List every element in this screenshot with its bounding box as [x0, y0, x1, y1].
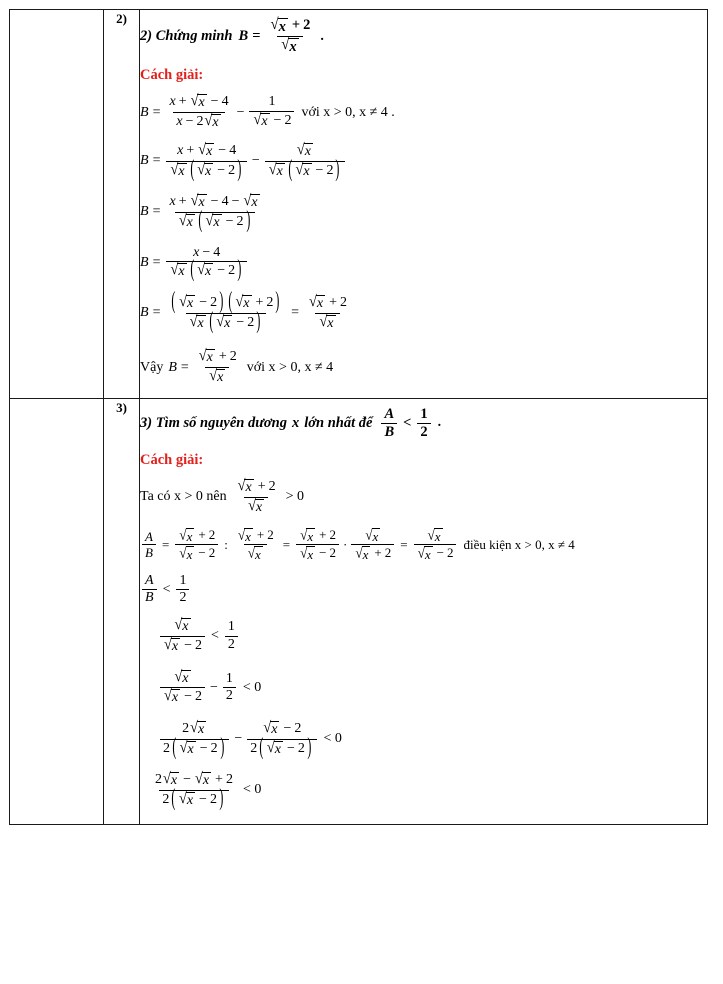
row-number-cell-2: [104, 10, 140, 399]
sqrt-icon: √ x: [235, 293, 250, 311]
step-2-6-equals: =: [180, 359, 189, 375]
solution-label-2: Cách giải:: [140, 67, 204, 84]
denominator: 2: [176, 589, 189, 606]
denominator: √ x − 2: [414, 544, 457, 562]
step-2-3: [140, 192, 707, 234]
question-heading-3-var: x: [291, 414, 300, 431]
step-2-1-condition: với x > 0, x ≠ 4 .: [301, 104, 395, 120]
step-2-1-equals: =: [152, 104, 161, 120]
sqrt-icon: √ x: [427, 525, 441, 544]
solution-table-frame: [9, 9, 704, 972]
denominator: [205, 367, 229, 386]
numerator: 1: [227, 619, 235, 635]
numerator: √ x + 2: [179, 525, 216, 544]
numerator: √ x + 2: [198, 347, 237, 366]
question-heading-3-prefix: 3) Tìm số nguyên dương: [140, 414, 287, 431]
numerator: [293, 143, 317, 161]
paren-group: ( √ x − 2 ): [259, 734, 312, 761]
sqrt-icon: √ x: [209, 367, 224, 385]
denominator: [175, 207, 255, 234]
heading-3-suffix: .: [437, 415, 442, 431]
numerator: A: [384, 405, 395, 422]
question-heading-2-prefix: 2) Chứng minh: [140, 28, 233, 45]
sqrt-icon: √ x: [190, 192, 205, 211]
sqrt-icon: √ x: [268, 160, 283, 179]
denominator: B: [142, 544, 156, 560]
numerator: [424, 525, 447, 545]
step-2-4-lhs: B: [140, 254, 149, 270]
heading-2-fraction: [266, 18, 313, 55]
step-3-5: [140, 667, 707, 706]
step-3-6-frac-1: [160, 719, 229, 761]
denominator: √ x + 2: [351, 544, 394, 562]
paren-group: ( √ x − 2 ): [189, 256, 242, 284]
numerator: √ x − 2: [263, 719, 302, 737]
step-3-7-tail: < 0: [242, 782, 262, 798]
step-2-2-minus: −: [251, 153, 260, 168]
step-2-6-condition: với x > 0, x ≠ 4: [246, 359, 334, 375]
heading-2-lhs: B: [238, 28, 249, 45]
denominator: x − 2 √ x: [173, 112, 224, 131]
step-3-1-frac: [234, 479, 279, 515]
denominator: 2: [225, 636, 238, 653]
heading-3-frac-ab: [381, 407, 397, 440]
denominator: [244, 544, 267, 562]
denominator: B: [381, 423, 397, 440]
numerator: √ x + 2: [309, 293, 347, 311]
numerator: [166, 288, 285, 315]
step-3-1: [140, 479, 707, 515]
sqrt-icon: √ x: [170, 160, 185, 179]
numerator: x + √ x − 4: [177, 141, 237, 159]
step-3-2-equals-3: =: [400, 536, 408, 552]
sqrt-icon: √ x: [178, 790, 194, 808]
sqrt-icon: √ x: [179, 293, 194, 311]
step-2-5-equals-2: =: [291, 305, 299, 321]
sqrt-icon: √ x: [163, 770, 178, 789]
paren-group: ( √ x − 2 ): [172, 734, 224, 761]
step-2-1-frac-2: [249, 95, 294, 129]
sqrt-icon: √ x: [237, 477, 252, 496]
step-3-2-condition: điều kiện x > 0, x ≠ 4: [463, 536, 575, 552]
step-3-6: [140, 719, 707, 761]
step-2-3-equals: =: [152, 204, 161, 220]
sqrt-icon: √ x: [198, 347, 213, 366]
denominator: √ x − 2: [160, 687, 205, 706]
step-3-1-prefix: Ta có x > 0 nên: [140, 489, 227, 505]
sqrt-icon: √ x: [179, 544, 193, 563]
step-2-5-frac-2: [305, 295, 350, 331]
sqrt-icon: √ x: [266, 738, 281, 757]
step-3-5-tail: < 0: [242, 679, 262, 695]
numerator: [170, 618, 194, 636]
step-2-1-minus: −: [236, 104, 245, 120]
step-3-5-frac-1: [160, 667, 205, 706]
left-blank-cell-row3: [10, 398, 104, 824]
step-2-6-lhs: B: [168, 359, 177, 375]
question-heading-3: [140, 407, 707, 440]
numerator: x − 4: [193, 244, 221, 260]
numerator: A: [145, 572, 154, 588]
paren-group: ( √ x − 2 ): [198, 207, 250, 234]
row-number-label-3: 3): [116, 399, 127, 415]
step-2-3-lhs: B: [140, 204, 149, 220]
heading-3-frac-half: [417, 407, 430, 440]
step-3-5-minus: −: [209, 679, 218, 695]
step-3-2-equals-2: =: [282, 536, 291, 552]
sqrt-icon: √ x: [190, 719, 205, 737]
step-3-5-frac-2: [223, 672, 236, 704]
sqrt-icon: √ x: [164, 636, 179, 654]
heading-2-numerator: √ x + 2: [270, 16, 311, 35]
step-2-2-equals: =: [152, 153, 161, 168]
numerator: 2 √ x − √ x + 2: [155, 770, 233, 789]
numerator: √ x + 2: [237, 525, 274, 544]
step-3-3-rel: <: [162, 581, 171, 597]
numerator: √ x + 2: [237, 477, 276, 496]
table-row: [10, 398, 708, 824]
numerator: [170, 667, 194, 688]
denominator: [315, 313, 339, 332]
numerator: 1: [268, 94, 276, 110]
denominator: √ x − 2: [175, 544, 218, 562]
solution-table: [9, 9, 708, 825]
step-2-3-frac: [166, 192, 263, 234]
sqrt-icon: √ x: [198, 141, 213, 159]
step-2-1-frac-1: [166, 94, 231, 130]
numerator: 1: [179, 572, 187, 588]
solution-label-3: Cách giải:: [140, 452, 204, 469]
sqrt-icon: √ x: [270, 16, 286, 35]
step-2-2-lhs: B: [140, 153, 149, 168]
numerator: [361, 525, 384, 545]
numerator: x + √ x − 4: [169, 92, 229, 111]
paren-group: ( √ x − 2 ): [189, 156, 242, 183]
step-2-4-frac: [166, 244, 246, 284]
sqrt-icon: √ x: [190, 92, 205, 111]
sqrt-icon: √ x: [300, 544, 314, 563]
heading-2-suffix: .: [320, 28, 324, 44]
sqrt-icon: √ x: [319, 312, 334, 331]
numerator: √ x + 2: [300, 525, 336, 544]
sqrt-icon: √ x: [355, 544, 369, 563]
sqrt-icon: √ x: [295, 160, 310, 179]
step-3-3-frac-ab: [142, 574, 157, 606]
row-body-cell-3: [140, 398, 708, 824]
denominator: 2 ( √ x − 2 ): [160, 739, 229, 758]
denominator: √ x − 2: [249, 111, 294, 130]
step-3-2-frac-1: [175, 525, 218, 563]
step-2-4: [140, 244, 707, 284]
sqrt-icon: √ x: [263, 719, 278, 737]
sqrt-icon: √ x: [204, 112, 219, 131]
sqrt-icon: √ x: [194, 770, 210, 789]
denominator: [265, 156, 345, 183]
denominator: [166, 256, 246, 284]
denominator: [244, 497, 268, 516]
sqrt-icon: √ x: [216, 312, 231, 331]
denominator: √ x − 2: [160, 636, 205, 655]
step-3-2-divide: :: [224, 536, 228, 552]
sqrt-icon: √ x: [248, 497, 263, 515]
sqrt-icon: √ x: [253, 111, 268, 130]
denominator: 2: [417, 423, 430, 440]
numerator: 1: [225, 670, 233, 686]
step-2-2: [140, 141, 707, 183]
denominator: 2 ( √ x − 2 ): [159, 790, 228, 809]
step-2-1: [140, 94, 707, 130]
paren-group: ( √ x − 2 ): [171, 288, 224, 315]
step-3-2-frac-5: [414, 525, 457, 563]
heading-2-equals: =: [252, 28, 261, 45]
sqrt-icon: √ x: [309, 293, 324, 311]
row-number-label-2: 2): [116, 11, 127, 26]
step-3-3-frac-half: [176, 574, 189, 606]
paren-group: ( √ x + 2 ): [228, 288, 280, 315]
numerator: A: [145, 528, 153, 544]
step-2-4-equals: =: [152, 254, 161, 270]
denominator: B: [142, 589, 157, 606]
step-3-2-frac-3: [296, 525, 339, 563]
left-blank-cell-row2: [10, 10, 104, 399]
denominator: 2: [223, 687, 236, 704]
sqrt-icon: √ x: [197, 160, 212, 179]
step-2-2-frac-2: [265, 141, 345, 183]
numerator: 1: [420, 405, 428, 422]
sqrt-icon: √ x: [247, 544, 261, 563]
step-2-2-frac-1: [166, 141, 246, 183]
sqrt-icon: √ x: [179, 525, 193, 544]
step-2-5-frac-1: [166, 288, 285, 335]
step-2-6-prefix: Vậy: [140, 359, 164, 375]
paren-group: ( √ x − 2 ): [171, 785, 224, 812]
sqrt-icon: √ x: [197, 261, 212, 280]
heading-3-rel: <: [403, 414, 412, 431]
step-3-7: [140, 770, 707, 812]
step-3-6-tail: < 0: [323, 731, 342, 747]
denominator: 2 ( √ x − 2 ): [247, 739, 316, 758]
step-2-6-frac: [195, 349, 240, 385]
sqrt-icon: √ x: [174, 667, 189, 686]
sqrt-icon: √ x: [237, 525, 251, 544]
numerator: x + √ x − 4 − √ x: [169, 192, 258, 211]
question-heading-3-middle: lớn nhất để: [304, 414, 373, 431]
row-number-cell-3: [104, 398, 140, 824]
row-body-cell-2: [140, 10, 708, 399]
step-2-5-lhs: B: [140, 305, 149, 321]
step-3-1-tail: > 0: [285, 489, 304, 505]
step-3-6-frac-2: [247, 719, 316, 761]
step-3-2-frac-4: [351, 525, 394, 563]
step-3-2-frac-2: [234, 525, 277, 563]
sqrt-icon: √ x: [179, 738, 194, 757]
sqrt-icon: √ x: [178, 212, 193, 230]
sqrt-icon: √ x: [365, 525, 379, 544]
numerator: 2 √ x: [182, 719, 205, 737]
step-3-4-rel: <: [210, 628, 219, 644]
step-3-4-frac-1: [160, 618, 205, 654]
step-3-4: [140, 618, 707, 654]
question-heading-2: [140, 18, 707, 55]
step-2-5-equals: =: [152, 305, 161, 321]
denominator: [166, 156, 246, 183]
step-3-6-minus: −: [234, 731, 243, 747]
sqrt-icon: √ x: [164, 687, 179, 706]
step-3-2-lhs-frac: [142, 530, 156, 560]
paren-group: ( √ x − 2 ): [288, 156, 340, 183]
step-3-2-equals: =: [161, 536, 170, 552]
step-3-3: [140, 574, 707, 606]
step-3-2: [140, 525, 707, 563]
step-2-5: [140, 288, 707, 335]
denominator: [186, 308, 266, 335]
sqrt-icon: √ x: [189, 312, 204, 331]
step-3-2-dot: ·: [342, 536, 348, 552]
sqrt-icon: √ x: [300, 525, 314, 544]
step-3-7-frac: [152, 770, 236, 812]
step-2-1-lhs: B: [140, 104, 149, 120]
heading-2-denominator: [277, 36, 302, 55]
step-3-4-frac-2: [225, 620, 238, 652]
sqrt-icon: √ x: [205, 212, 220, 230]
sqrt-icon: √ x: [170, 261, 185, 280]
sqrt-icon: √ x: [174, 616, 189, 635]
sqrt-icon: √ x: [243, 192, 258, 211]
denominator: √ x − 2: [296, 544, 339, 562]
table-row: [10, 10, 708, 399]
sqrt-icon: √ x: [281, 36, 297, 56]
step-2-6: [140, 349, 707, 385]
paren-group: ( √ x − 2 ): [209, 308, 261, 335]
sqrt-icon: √ x: [296, 141, 311, 159]
sqrt-icon: √ x: [417, 544, 431, 563]
